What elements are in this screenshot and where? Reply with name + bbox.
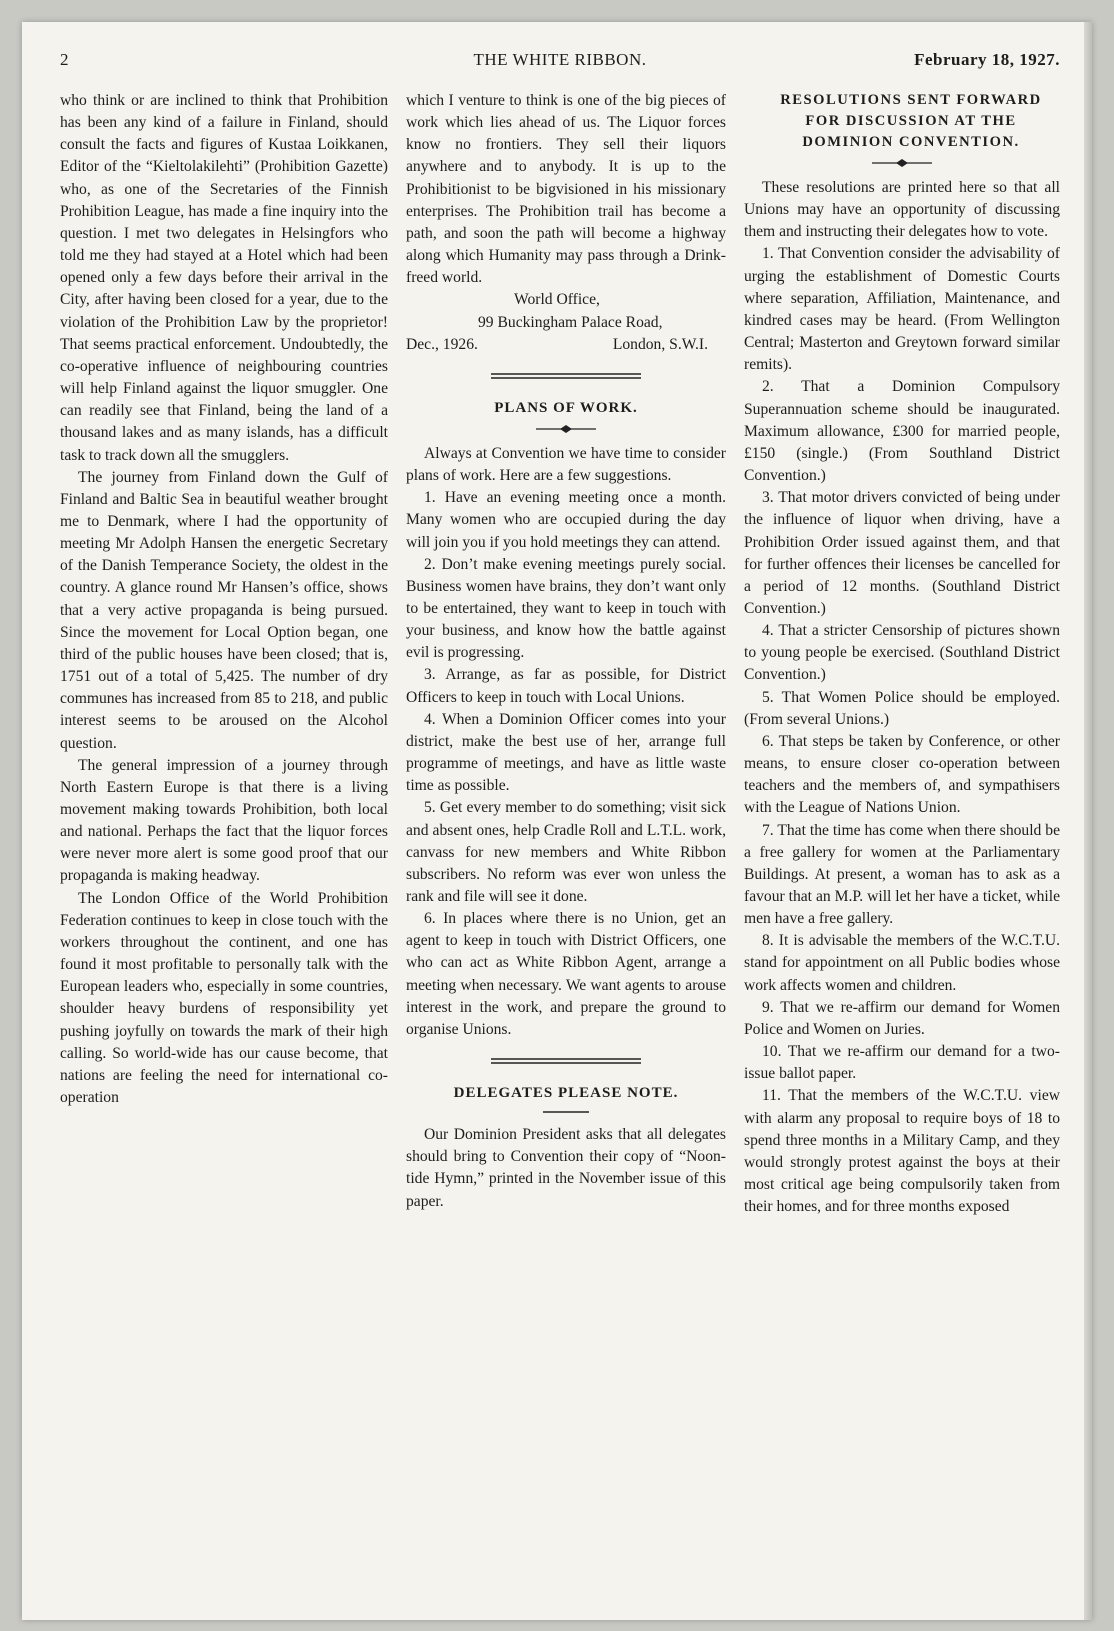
signature-city: London, S.W.I. (612, 335, 708, 353)
resolution-item: 10. That we re-affirm our demand for a two-issue ballot paper. (744, 1043, 1060, 1083)
section-heading-plans: PLANS OF WORK. (494, 399, 638, 416)
resolution-item: 3. That motor drivers convicted of being under the influence of liquor when driving, have a Prohibition Order issued against them, and that for further offences their licenses be cancelled for a period of 12 months. (Southland District Convention.) (744, 489, 1060, 617)
resolution-item: 5. That Women Police should be employed. (From several Unions.) (744, 688, 1060, 728)
signature-date: Dec., 1926. (406, 335, 478, 353)
section-heading-delegates: DELEGATES PLEASE NOTE. (453, 1085, 679, 1102)
article-paragraph: Always at Convention we have time to consider plans of work. Here are a few suggestions. (406, 444, 726, 485)
article-signature (406, 289, 726, 355)
resolution-item: 9. That we re-affirm our demand for Women Police and Women on Juries. (744, 998, 1060, 1038)
article-paragraph: The general impression of a journey through North Eastern Europe is that there is a living movement making towards Prohibition, both local and national. Perhaps the fact that the liquor forces were never more alert is some good proof that our propaganda is making headway. (60, 756, 388, 885)
signature-address: 99 Buckingham Palace Road, (478, 313, 663, 331)
ornament-divider (536, 425, 596, 433)
resolutions-heading-line: RESOLUTIONS SENT FORWARD (780, 92, 1042, 108)
article-paragraph: The London Office of the World Prohibition Federation continues to keep in close touch with the workers throughout the continent, and one has found it most profitable to personally talk with the European leaders who, especially in some countries, shoulder heavy burdens of responsibility yet pushing joyfully on towards the mark of their high calling. So world-wide has our cause become, that nations are feeling the need for international co-operation (60, 889, 388, 1107)
page-number: 2 (60, 50, 69, 69)
page-edge (1084, 22, 1092, 1620)
article-paragraph: The journey from Finland down the Gulf of Finland and Baltic Sea in beautiful weather brought me to Denmark, where I had the opportunity of meeting Mr Adolph Hansen the energetic Secretary of the Danish Temperance Society, the oldest in the country. A glance round Mr Hansen’s office, shows that a very active propaganda is being pursued. Since the movement for Local Option began, one third of the public houses have been closed; that is, 1751 out of a total of 5,425. The number of dry communes has increased from 85 to 218, and public interest seems to be aroused on the Alcohol question. (60, 468, 388, 752)
resolutions-heading-line: DOMINION CONVENTION. (802, 134, 1020, 150)
resolution-item: 1. That Convention consider the advisability of urging the establishment of Domestic Courts where separation, Affiliation, Maintenance, and kindred cases may be heard. (From Wellington Central; Masterton and Greytown forward similar remits). (744, 245, 1060, 374)
resolution-item: 8. It is advisable the members of the W.C.T.U. stand for appointment on all Public bodies whose work affects women and children. (744, 932, 1060, 994)
plan-item: 1. Have an evening meeting once a month. Many women who are occupied during the day will join you if you hold meetings they can attend. (406, 489, 726, 551)
short-rule (543, 1110, 589, 1114)
publication-title: THE WHITE RIBBON. (473, 50, 647, 69)
column-3 (744, 90, 1060, 1218)
section-divider (491, 372, 641, 380)
issue-date: February 18, 1927. (914, 50, 1060, 69)
resolution-item: 11. That the members of the W.C.T.U. view with alarm any proposal to require boys of 18 to spend three months in a Military Camp, and they would strongly protest against the boys at their most critical age being compulsorily taken from their homes, and for three months exposed (744, 1087, 1060, 1216)
article-paragraph: who think or are inclined to think that Prohibition has been any kind of a failure in Finland, should consult the facts and figures of Kustaa Loikkanen, Editor of the “Kieltolakilehti” (Prohibition Gazette) who, as one of the Secretaries of the Finnish Prohibition League, has made a fine inquiry into the question. I met two delegates in Helsingfors who told me they had stayed at a Hotel which had been opened only a few days before their arrival in the City, after having been closed for a year, due to the violation of the Prohibition Law by the proprietor! That seems practical enforcement. Undoubtedly, the co-operative influence of neighbouring countries will help Finland against the liquor smuggler. One can readily see that Finland, being the land of a thousand lakes and as many islands, has a difficult task to track down all the smugglers. (60, 92, 388, 464)
column-1 (60, 90, 388, 1109)
plan-item: 4. When a Dominion Officer comes into your district, make the best use of her, arrange full programme of meetings, and have as little waste time as possible. (406, 710, 726, 795)
ornament-divider (872, 159, 932, 167)
plan-item: 3. Arrange, as far as possible, for District Officers to keep in touch with Local Unions. (406, 666, 726, 706)
article-paragraph: Our Dominion President asks that all delegates should bring to Convention their copy of “Noon-tide Hymn,” printed in the November issue of this paper. (406, 1126, 726, 1210)
signature-dateline (406, 334, 726, 356)
plan-item: 5. Get every member to do something; visit sick and absent ones, help Cradle Roll and L.T.L. work, canvass for new members and White Ribbon subscribers. No reform was ever won unless the rank and file will see it done. (406, 799, 726, 905)
resolutions-heading-line: FOR DISCUSSION AT THE (805, 113, 1017, 129)
page-header (60, 50, 1060, 76)
article-paragraph: These resolutions are printed here so that all Unions may have an opportunity of discussing them and instructing their delegates how to vote. (744, 179, 1060, 241)
resolution-item: 2. That a Dominion Compulsory Superannuation scheme should be inaugurated. Maximum allowance, £300 for married people, £150 (single.) (From Southland District Convention.) (744, 378, 1060, 485)
plan-item: 6. In places where there is no Union, get an agent to keep in touch with District Officers, one who can act as White Ribbon Agent, arrange a meeting when necessary. We want agents to arouse interest in the work, and prepare the ground to organise Unions. (406, 910, 726, 1038)
plan-item: 2. Don’t make evening meetings purely social. Business women have brains, they don’t want only to be entertained, they want to keep in touch with your business, and know how the battle against evil is progressing. (406, 555, 726, 662)
article-paragraph: which I venture to think is one of the big pieces of work which lies ahead of us. The Liquor forces know no frontiers. They sell their liquors anywhere and to anybody. It is up to the Prohibitionist to be bigvisioned in his missionary enterprises. The Prohibition trail has become a path, and soon the path will become a highway along which Humanity may pass through a Drink-freed world. (406, 92, 726, 287)
column-2 (406, 90, 726, 1213)
resolution-item: 6. That steps be taken by Conference, or other means, to ensure closer co-operation between teachers and the members of, and sympathisers with the League of Nations Union. (744, 732, 1060, 817)
resolution-item: 4. That a stricter Censorship of pictures shown to young people be exercised. (Southland District Convention.) (744, 622, 1060, 684)
resolution-item: 7. That the time has come when there should be a free gallery for women at the Parliamentary Buildings. At present, a woman has to ask as a favour that an M.P. will let her have a ticket, while men have a free gallery. (744, 821, 1060, 928)
newspaper-page (22, 22, 1092, 1620)
signature-office: World Office, (514, 291, 600, 309)
section-divider (491, 1057, 641, 1065)
